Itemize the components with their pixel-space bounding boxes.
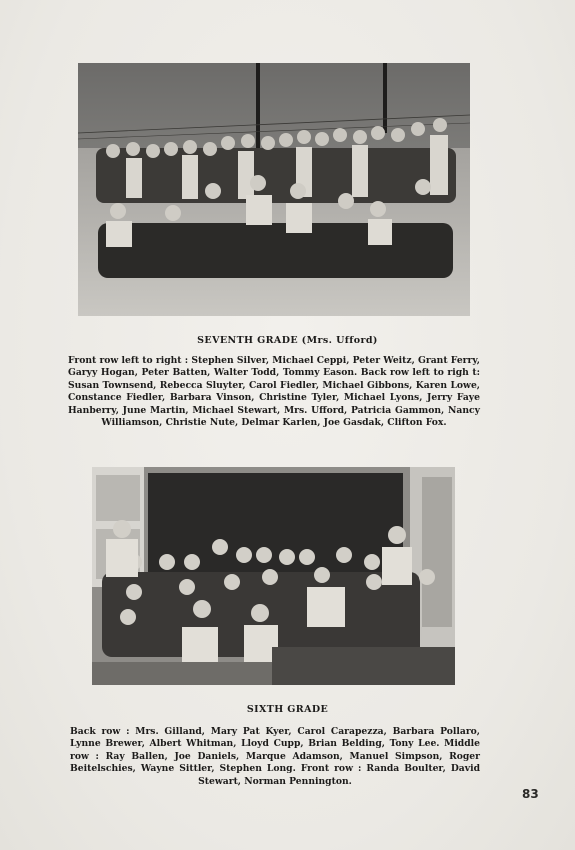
seventh-grade-class-photo [78,63,470,316]
sixth-grade-class-photo [92,467,455,685]
sixth-grade-caption: SIXTH GRADE [246,704,329,715]
seventh-grade-caption: SEVENTH GRADE (Mrs. Ufford) [197,335,378,346]
page-number: 83 [522,787,539,801]
sixth-grade-names: Back row : Mrs. Gilland, Mary Pat Kyer, Carol Carapezza, Barbara Pollaro, Lynne Brewer, Albert Whitman, Lloyd Cupp, Brian Belding, Tony Lee. Middle row : Ray Ballen, Joe Daniels, Marque Adamson, Manuel Simpson, Roger Beitelschies, Wayne Sittler, Stephen Long. Front row : Randa Boulter, David Stewart, Norman Pennington. [70,726,480,787]
seventh-grade-names: Front row left to right : Stephen Silver, Michael Ceppi, Peter Weitz, Grant Ferry, Garyy Hogan, Peter Batten, Walter Todd, Tommy Eason. Back row left to righ t: Susan Townsend, Rebecca Sluyter, Carol Fiedler, Michael Gibbons, Karen Lowe, Constance Fiedler, Barbara Vinson, Christine Tyler, Michael Lyons, Jerry Faye Hanberry, June Martin, Michael Stewart, Mrs. Ufford, Patricia Gammon, Nancy Williamson, Christie Nute, Delmar Karlen, Joe Gasdak, Clifton Fox. [68,355,480,429]
